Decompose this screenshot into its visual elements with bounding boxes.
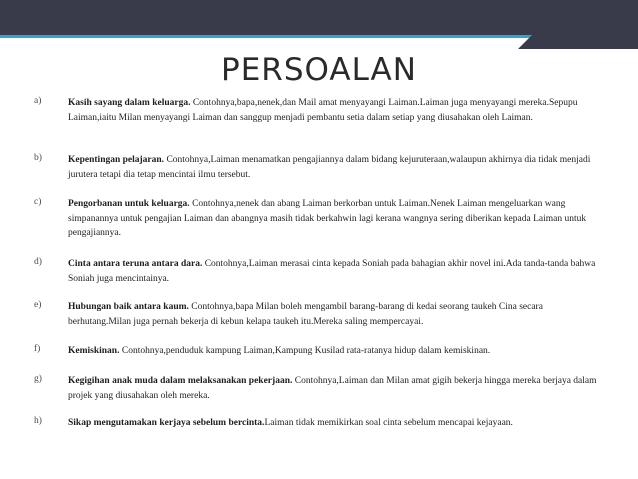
item-heading: Cinta antara teruna antara dara. <box>68 259 203 269</box>
item-text <box>68 300 608 329</box>
item-marker: e) <box>34 300 42 310</box>
item-marker: d) <box>34 257 42 267</box>
item-body: Contohnya,bapa,nenek,dan Mail amat menyayangi Laiman.Laiman juga menyayangi mereka.Sepupu Laiman,iaitu Milan menyayangi Laiman dan sanggup menjadi pembantu setia dalam setiap yang diusahakan oleh Laiman. <box>68 98 578 123</box>
item-marker: h) <box>34 416 42 426</box>
item-text <box>68 153 608 182</box>
item-heading: Kegigihan anak muda dalam melaksanakan pekerjaan. <box>68 376 293 386</box>
header-notch <box>518 35 638 49</box>
item-marker: a) <box>34 96 42 106</box>
item-text <box>68 257 608 286</box>
slide-title: PERSOALAN <box>221 52 417 88</box>
item-heading: Sikap mengutamakan kerjaya sebelum bercinta. <box>68 418 265 428</box>
item-body: Contohnya,nenek dan abang Laiman berkorban untuk Laiman.Nenek Laiman mengeluarkan wang simpanannya untuk pengajian Laiman dan abangnya masih tidak berkahwin lagi kerana wangnya sering diberikan kepada Laiman untuk pengajiannya. <box>68 199 587 238</box>
item-text <box>68 344 608 359</box>
item-text <box>68 374 608 403</box>
item-marker: f) <box>34 344 41 354</box>
item-body: Contohnya,Laiman dan Milan amat gigih bekerja hingga mereka berjaya dalam projek yang diusahakan oleh mereka. <box>68 376 597 401</box>
item-marker: b) <box>34 153 42 163</box>
item-text <box>68 96 608 125</box>
item-body: Contohnya,Laiman merasai cinta kepada Soniah pada bahagian akhir novel ini.Ada tanda-tanda bahwa Soniah juga mencintainya. <box>68 259 596 284</box>
item-heading: Pengorbanan untuk keluarga. <box>68 199 190 209</box>
item-heading: Kasih sayang dalam keluarga. <box>68 98 191 108</box>
item-heading: Kepentingan pelajaran. <box>68 155 165 165</box>
header-bar <box>0 0 638 35</box>
item-marker: g) <box>34 374 42 384</box>
item-body: Laiman tidak memikirkan soal cinta sebelum mencapai kejayaan. <box>264 418 513 428</box>
item-marker: c) <box>34 197 42 207</box>
item-text <box>68 416 608 431</box>
item-body: Contohnya,Laiman menamatkan pengajiannya dalam bidang kejuruteraan,walaupun akhirnya dia tidak menjadi jurutera tetapi dia tetap mencintai ilmu tersebut. <box>68 155 591 180</box>
item-body: Contohnya,penduduk kampung Laiman,Kampung Kusilad rata-ratanya hidup dalam kemiskinan. <box>119 346 491 356</box>
item-heading: Kemiskinan. <box>68 346 120 356</box>
item-body: Contohnya,bapa Milan boleh mengambil barang-barang di kedai seorang taukeh Cina secara berhutang.Milan juga pernah bekerja di kebun kelapa taukeh itu.Mereka saling mempercayai. <box>68 302 543 327</box>
item-heading: Hubungan baik antara kaum. <box>68 302 189 312</box>
item-text <box>68 197 608 241</box>
